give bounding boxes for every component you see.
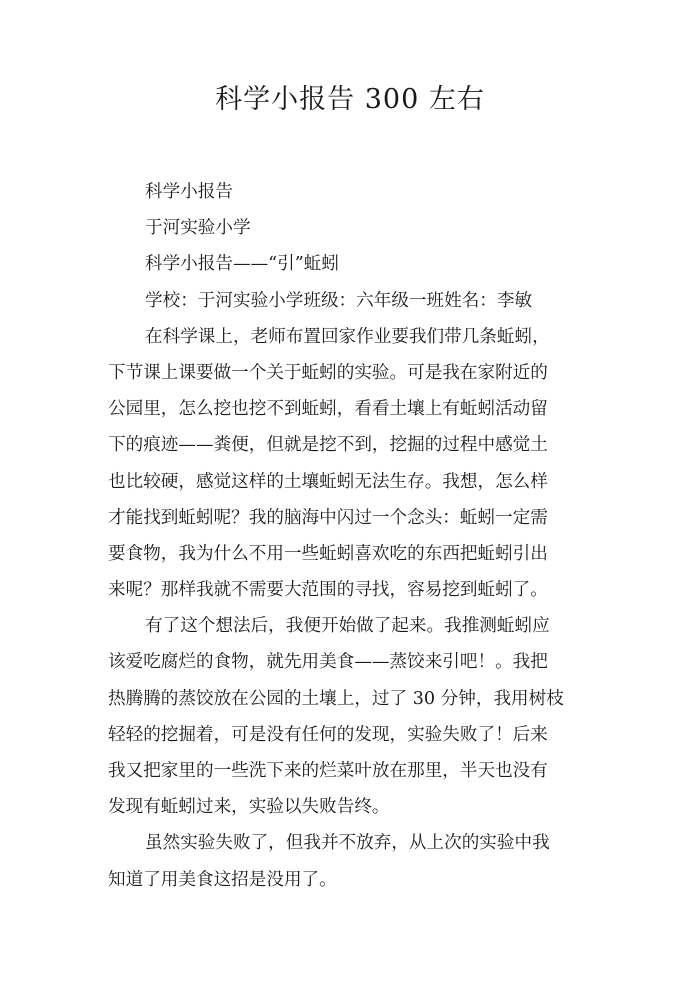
text-line: 轻轻的挖掘着，可是没有任何的发现，实验失败了！后来 — [108, 724, 548, 745]
text-line: 下节课上课要做一个关于蚯蚓的实验。可是我在家附近的 — [108, 362, 548, 383]
text-line: 发现有蚯蚓过来，实验以失败告终。 — [108, 797, 390, 818]
text-line: 才能找到蚯蚓呢？我的脑海中闪过一个念头：蚯蚓一定需 — [108, 507, 548, 528]
text-line: 热腾腾的蒸饺放在公园的土壤上，过了 30 分钟，我用树枝 — [108, 688, 564, 709]
text-line: 学校：于河实验小学班级：六年级一班姓名：李敏 — [145, 290, 533, 311]
text-line: 也比较硬，感觉这样的土壤蚯蚓无法生存。我想，怎么样 — [108, 471, 548, 492]
text-line: 虽然实验失败了，但我并不放弃，从上次的实验中我 — [145, 833, 550, 854]
text-line: 科学小报告——“引”蚯蚓 — [145, 254, 339, 275]
text-line: 知道了用美食这招是没用了。 — [108, 869, 337, 890]
text-line: 于河实验小学 — [145, 218, 251, 239]
text-line: 有了这个想法后，我便开始做了起来。我推测蚯蚓应 — [145, 616, 550, 637]
text-line: 下的痕迹——粪便，但就是挖不到，挖掘的过程中感觉土 — [108, 435, 548, 456]
text-line: 要食物，我为什么不用一些蚯蚓喜欢吃的东西把蚯蚓引出 — [108, 543, 548, 564]
document-title: 科学小报告 300 左右 — [215, 84, 485, 115]
document-body — [108, 174, 592, 898]
text-line: 我又把家里的一些洗下来的烂菜叶放在那里，半天也没有 — [108, 761, 548, 781]
text-line: 在科学课上，老师布置回家作业要我们带几条蚯蚓， — [145, 326, 550, 347]
text-line: 科学小报告 — [145, 182, 233, 202]
text-line: 来呢？那样我就不需要大范围的寻找，容易挖到蚯蚓了。 — [108, 580, 548, 601]
text-line: 公园里，怎么挖也挖不到蚯蚓，看看土壤上有蚯蚓活动留 — [108, 399, 548, 420]
text-line: 该爱吃腐烂的食物，就先用美食——蒸饺来引吧！。我把 — [108, 652, 548, 673]
